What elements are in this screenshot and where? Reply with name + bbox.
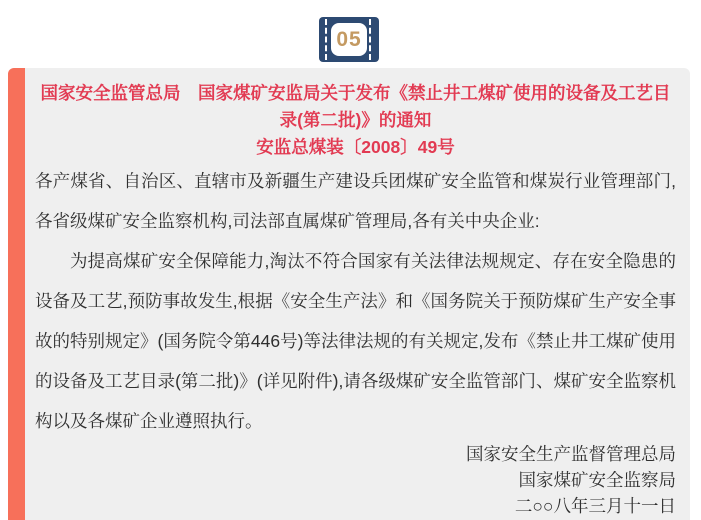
paragraph-body: 为提高煤矿安全保障能力,淘汰不符合国家有关法律法规规定、存在安全隐患的设备及工艺,预防事故发生,根据《安全生产法》和《国务院关于预防煤矿生产安全事故的特别规定》(国务院令第446号)等法律法规的有关规定,发布《禁止井工煤矿使用的设备及工艺目录(第二批)》(详见附件),请各级煤矿安全监管部门、煤矿安全监察机构以及各煤矿企业遵照执行。: [35, 251, 676, 431]
signature-org-2: 国家煤矿安全监察局: [518, 470, 676, 490]
notice-header: [35, 80, 676, 161]
section-number-badge: [319, 17, 379, 62]
signature-org-1: 国家安全生产监督管理总局: [466, 444, 676, 464]
notice-doc-number: 安监总煤装〔2008〕49号: [256, 137, 455, 157]
signature-block: [35, 441, 676, 519]
badge-dashed-line-left: [325, 19, 327, 60]
badge-dashed-line-right: [369, 19, 371, 60]
accent-stripe: [8, 68, 25, 520]
paragraph-recipients: 各产煤省、自治区、直辖市及新疆生产建设兵团煤矿安全监管和煤炭行业管理部门,各省级煤矿安全监察机构,司法部直属煤矿管理局,各有关中央企业:: [35, 171, 676, 231]
section-number: 05: [331, 23, 367, 56]
notice-title: 国家安全监管总局 国家煤矿安监局关于发布《禁止井工煤矿使用的设备及工艺目录(第二批)》的通知: [40, 83, 671, 130]
signature-date: 二○○八年三月十一日: [514, 496, 676, 516]
notice-content: [25, 68, 690, 520]
notice-card: [8, 68, 690, 520]
